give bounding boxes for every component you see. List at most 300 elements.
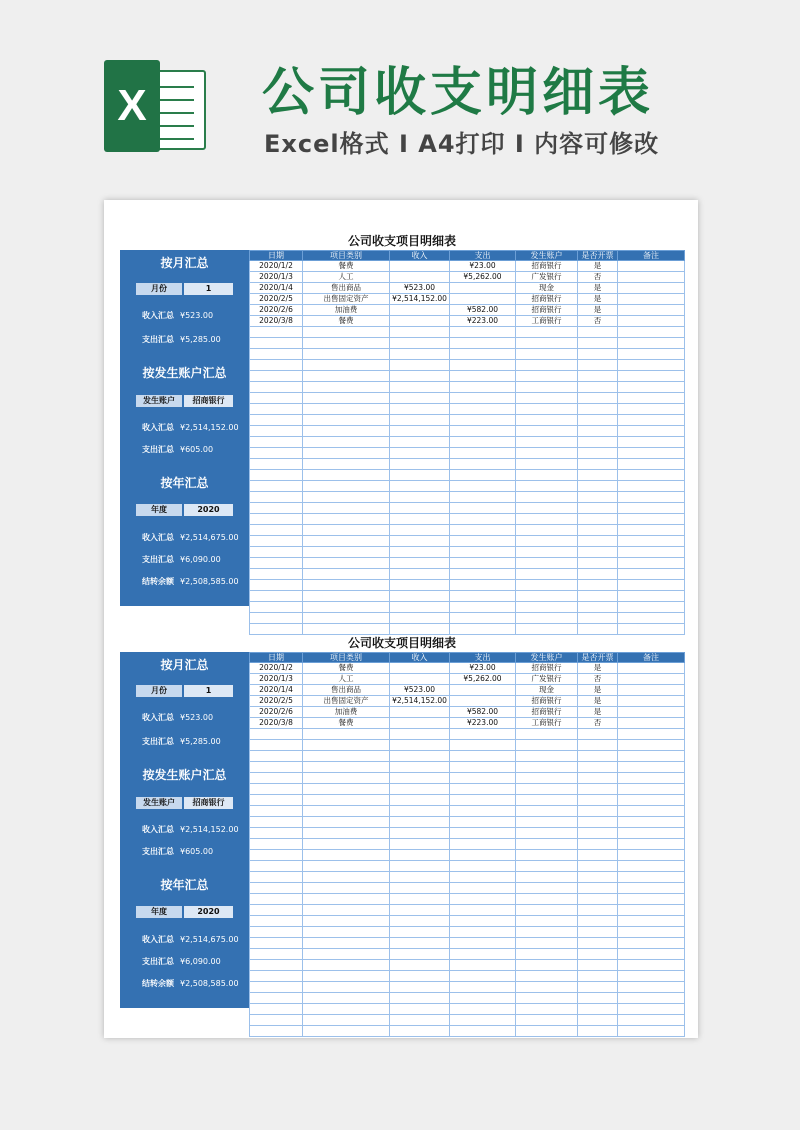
- table-cell[interactable]: [450, 817, 516, 828]
- table-cell[interactable]: [390, 470, 450, 481]
- table-cell[interactable]: [618, 393, 685, 404]
- table-cell[interactable]: [578, 927, 618, 938]
- table-cell[interactable]: [578, 558, 618, 569]
- table-cell[interactable]: [250, 839, 303, 850]
- table-cell[interactable]: [250, 613, 303, 624]
- table-cell[interactable]: [303, 1004, 390, 1015]
- table-cell[interactable]: [578, 404, 618, 415]
- table-cell[interactable]: [618, 828, 685, 839]
- table-cell[interactable]: [250, 938, 303, 949]
- table-cell[interactable]: [578, 371, 618, 382]
- table-cell[interactable]: [618, 591, 685, 602]
- table-cell[interactable]: [450, 1026, 516, 1037]
- table-cell[interactable]: [250, 993, 303, 1004]
- table-cell[interactable]: [250, 514, 303, 525]
- table-cell[interactable]: [250, 905, 303, 916]
- month-filter-value[interactable]: 1: [184, 283, 233, 295]
- table-cell[interactable]: [578, 784, 618, 795]
- table-cell[interactable]: [390, 602, 450, 613]
- table-cell[interactable]: [450, 971, 516, 982]
- table-cell[interactable]: [250, 470, 303, 481]
- table-cell[interactable]: [578, 349, 618, 360]
- table-cell[interactable]: [578, 481, 618, 492]
- table-cell[interactable]: [303, 404, 390, 415]
- table-cell[interactable]: [618, 773, 685, 784]
- table-cell[interactable]: [450, 949, 516, 960]
- table-cell[interactable]: [450, 492, 516, 503]
- table-cell[interactable]: [578, 591, 618, 602]
- table-cell[interactable]: [450, 795, 516, 806]
- table-cell[interactable]: [516, 459, 578, 470]
- table-cell[interactable]: 是: [578, 707, 618, 718]
- table-cell[interactable]: [618, 927, 685, 938]
- table-cell[interactable]: [450, 514, 516, 525]
- table-cell[interactable]: [578, 1026, 618, 1037]
- table-cell[interactable]: [618, 602, 685, 613]
- table-cell[interactable]: [578, 437, 618, 448]
- table-cell[interactable]: [450, 1004, 516, 1015]
- table-cell[interactable]: [618, 1015, 685, 1026]
- table-cell[interactable]: [390, 806, 450, 817]
- table-cell[interactable]: [303, 580, 390, 591]
- table-cell[interactable]: [618, 415, 685, 426]
- table-cell[interactable]: [390, 569, 450, 580]
- table-cell[interactable]: [450, 536, 516, 547]
- table-cell[interactable]: [390, 784, 450, 795]
- table-cell[interactable]: [390, 503, 450, 514]
- table-cell[interactable]: [516, 927, 578, 938]
- table-cell[interactable]: [303, 1026, 390, 1037]
- table-cell[interactable]: [618, 982, 685, 993]
- table-cell[interactable]: [578, 729, 618, 740]
- table-cell[interactable]: [516, 828, 578, 839]
- table-cell[interactable]: [390, 971, 450, 982]
- table-cell[interactable]: [250, 949, 303, 960]
- table-cell[interactable]: [450, 696, 516, 707]
- table-cell[interactable]: [618, 993, 685, 1004]
- table-cell[interactable]: [516, 525, 578, 536]
- table-cell[interactable]: [390, 591, 450, 602]
- table-cell[interactable]: [450, 751, 516, 762]
- table-cell[interactable]: [450, 762, 516, 773]
- table-cell[interactable]: [250, 883, 303, 894]
- table-cell[interactable]: [390, 718, 450, 729]
- table-cell[interactable]: [578, 338, 618, 349]
- table-cell[interactable]: 现金: [516, 283, 578, 294]
- table-cell[interactable]: [578, 525, 618, 536]
- table-cell[interactable]: [618, 624, 685, 635]
- table-cell[interactable]: [618, 426, 685, 437]
- table-cell[interactable]: [450, 283, 516, 294]
- table-cell[interactable]: [303, 883, 390, 894]
- table-cell[interactable]: ¥523.00: [390, 283, 450, 294]
- table-cell[interactable]: [390, 459, 450, 470]
- year-filter[interactable]: [136, 906, 233, 918]
- table-cell[interactable]: [450, 839, 516, 850]
- table-cell[interactable]: [303, 828, 390, 839]
- table-cell[interactable]: 人工: [303, 674, 390, 685]
- table-cell[interactable]: [578, 872, 618, 883]
- table-cell[interactable]: [618, 949, 685, 960]
- table-cell[interactable]: 现金: [516, 685, 578, 696]
- table-cell[interactable]: [450, 927, 516, 938]
- table-cell[interactable]: [450, 415, 516, 426]
- table-cell[interactable]: [578, 993, 618, 1004]
- table-cell[interactable]: [618, 547, 685, 558]
- table-cell[interactable]: 2020/1/4: [250, 685, 303, 696]
- year-filter-value[interactable]: 2020: [184, 906, 233, 918]
- table-cell[interactable]: 2020/3/8: [250, 316, 303, 327]
- table-cell[interactable]: ¥2,514,152.00: [390, 294, 450, 305]
- table-cell[interactable]: [578, 795, 618, 806]
- table-cell[interactable]: [303, 971, 390, 982]
- table-cell[interactable]: [450, 916, 516, 927]
- table-cell[interactable]: [250, 1015, 303, 1026]
- table-cell[interactable]: [618, 371, 685, 382]
- table-cell[interactable]: [390, 558, 450, 569]
- table-cell[interactable]: [390, 993, 450, 1004]
- table-cell[interactable]: [390, 382, 450, 393]
- table-cell[interactable]: [578, 514, 618, 525]
- table-cell[interactable]: [450, 371, 516, 382]
- table-cell[interactable]: [618, 806, 685, 817]
- table-cell[interactable]: 2020/1/3: [250, 272, 303, 283]
- table-cell[interactable]: 广发银行: [516, 674, 578, 685]
- table-cell[interactable]: 餐费: [303, 718, 390, 729]
- table-cell[interactable]: [390, 905, 450, 916]
- table-cell[interactable]: [516, 795, 578, 806]
- table-cell[interactable]: [618, 1004, 685, 1015]
- table-cell[interactable]: [390, 773, 450, 784]
- table-cell[interactable]: [618, 338, 685, 349]
- table-cell[interactable]: 否: [578, 272, 618, 283]
- table-cell[interactable]: [390, 707, 450, 718]
- table-cell[interactable]: [303, 751, 390, 762]
- table-cell[interactable]: [516, 949, 578, 960]
- table-cell[interactable]: [303, 861, 390, 872]
- table-cell[interactable]: [578, 602, 618, 613]
- table-cell[interactable]: [250, 751, 303, 762]
- table-cell[interactable]: 餐费: [303, 261, 390, 272]
- table-cell[interactable]: 工商银行: [516, 718, 578, 729]
- table-cell[interactable]: [390, 349, 450, 360]
- table-cell[interactable]: [450, 338, 516, 349]
- table-cell[interactable]: [450, 938, 516, 949]
- table-cell[interactable]: [516, 773, 578, 784]
- table-cell[interactable]: 招商银行: [516, 305, 578, 316]
- table-cell[interactable]: 餐费: [303, 663, 390, 674]
- table-cell[interactable]: [303, 806, 390, 817]
- table-cell[interactable]: [250, 327, 303, 338]
- table-cell[interactable]: [578, 393, 618, 404]
- table-cell[interactable]: [618, 503, 685, 514]
- table-cell[interactable]: [618, 272, 685, 283]
- table-cell[interactable]: 2020/2/6: [250, 707, 303, 718]
- table-cell[interactable]: [578, 503, 618, 514]
- table-cell[interactable]: [390, 828, 450, 839]
- table-cell[interactable]: [618, 784, 685, 795]
- table-cell[interactable]: [390, 426, 450, 437]
- table-cell[interactable]: [516, 806, 578, 817]
- table-cell[interactable]: [250, 415, 303, 426]
- table-cell[interactable]: [516, 938, 578, 949]
- table-cell[interactable]: [516, 536, 578, 547]
- table-cell[interactable]: [618, 492, 685, 503]
- table-cell[interactable]: [618, 613, 685, 624]
- table-cell[interactable]: [450, 360, 516, 371]
- table-cell[interactable]: [303, 905, 390, 916]
- table-cell[interactable]: [250, 828, 303, 839]
- table-cell[interactable]: [618, 294, 685, 305]
- table-cell[interactable]: [250, 602, 303, 613]
- table-cell[interactable]: [303, 327, 390, 338]
- table-cell[interactable]: [250, 459, 303, 470]
- table-cell[interactable]: [303, 817, 390, 828]
- table-cell[interactable]: [390, 872, 450, 883]
- table-cell[interactable]: [250, 382, 303, 393]
- table-cell[interactable]: [303, 1015, 390, 1026]
- table-cell[interactable]: [390, 492, 450, 503]
- table-cell[interactable]: [618, 795, 685, 806]
- table-cell[interactable]: [303, 514, 390, 525]
- table-cell[interactable]: [303, 558, 390, 569]
- table-cell[interactable]: [618, 872, 685, 883]
- table-cell[interactable]: [450, 448, 516, 459]
- table-cell[interactable]: [450, 470, 516, 481]
- table-cell[interactable]: [516, 470, 578, 481]
- table-cell[interactable]: [516, 569, 578, 580]
- table-cell[interactable]: [450, 437, 516, 448]
- table-cell[interactable]: [516, 850, 578, 861]
- table-cell[interactable]: 2020/1/2: [250, 261, 303, 272]
- table-cell[interactable]: [303, 982, 390, 993]
- table-cell[interactable]: 2020/1/4: [250, 283, 303, 294]
- table-cell[interactable]: 2020/1/2: [250, 663, 303, 674]
- table-cell[interactable]: [578, 982, 618, 993]
- table-cell[interactable]: [516, 982, 578, 993]
- table-cell[interactable]: [303, 470, 390, 481]
- year-filter-value[interactable]: 2020: [184, 504, 233, 516]
- table-cell[interactable]: [303, 993, 390, 1004]
- table-cell[interactable]: [303, 437, 390, 448]
- table-cell[interactable]: [516, 580, 578, 591]
- table-cell[interactable]: [450, 613, 516, 624]
- table-cell[interactable]: [450, 459, 516, 470]
- table-cell[interactable]: [390, 938, 450, 949]
- table-cell[interactable]: [618, 470, 685, 481]
- table-cell[interactable]: [578, 916, 618, 927]
- table-cell[interactable]: [516, 393, 578, 404]
- table-cell[interactable]: [578, 762, 618, 773]
- table-cell[interactable]: [390, 547, 450, 558]
- table-cell[interactable]: [450, 393, 516, 404]
- table-cell[interactable]: 否: [578, 316, 618, 327]
- table-cell[interactable]: [250, 503, 303, 514]
- table-cell[interactable]: [303, 481, 390, 492]
- table-cell[interactable]: [618, 1026, 685, 1037]
- table-cell[interactable]: [578, 883, 618, 894]
- table-cell[interactable]: [303, 784, 390, 795]
- table-cell[interactable]: [516, 613, 578, 624]
- table-cell[interactable]: [516, 514, 578, 525]
- table-cell[interactable]: [303, 448, 390, 459]
- table-cell[interactable]: [250, 872, 303, 883]
- table-cell[interactable]: [450, 602, 516, 613]
- table-cell[interactable]: [578, 861, 618, 872]
- table-cell[interactable]: [390, 861, 450, 872]
- table-cell[interactable]: 餐费: [303, 316, 390, 327]
- table-cell[interactable]: ¥5,262.00: [450, 674, 516, 685]
- table-cell[interactable]: [303, 729, 390, 740]
- table-cell[interactable]: [303, 872, 390, 883]
- table-cell[interactable]: [578, 850, 618, 861]
- table-cell[interactable]: [618, 514, 685, 525]
- table-cell[interactable]: [303, 795, 390, 806]
- table-cell[interactable]: [390, 894, 450, 905]
- table-cell[interactable]: ¥582.00: [450, 707, 516, 718]
- table-cell[interactable]: [516, 503, 578, 514]
- table-cell[interactable]: [618, 536, 685, 547]
- table-cell[interactable]: [516, 437, 578, 448]
- table-cell[interactable]: [450, 525, 516, 536]
- table-cell[interactable]: ¥582.00: [450, 305, 516, 316]
- table-cell[interactable]: [618, 558, 685, 569]
- table-cell[interactable]: [250, 338, 303, 349]
- table-cell[interactable]: [303, 338, 390, 349]
- table-cell[interactable]: [618, 696, 685, 707]
- table-cell[interactable]: [516, 971, 578, 982]
- table-cell[interactable]: [450, 784, 516, 795]
- table-cell[interactable]: [390, 448, 450, 459]
- table-cell[interactable]: [516, 1004, 578, 1015]
- table-cell[interactable]: [450, 1015, 516, 1026]
- table-cell[interactable]: [618, 894, 685, 905]
- table-cell[interactable]: 否: [578, 718, 618, 729]
- month-filter[interactable]: [136, 283, 233, 295]
- table-cell[interactable]: [516, 602, 578, 613]
- table-cell[interactable]: ¥23.00: [450, 663, 516, 674]
- table-cell[interactable]: [303, 525, 390, 536]
- table-cell[interactable]: [303, 839, 390, 850]
- table-cell[interactable]: [390, 536, 450, 547]
- month-filter-value[interactable]: 1: [184, 685, 233, 697]
- table-cell[interactable]: [618, 762, 685, 773]
- table-cell[interactable]: 加油费: [303, 305, 390, 316]
- table-cell[interactable]: [618, 448, 685, 459]
- table-cell[interactable]: [390, 1004, 450, 1015]
- table-cell[interactable]: [578, 751, 618, 762]
- table-cell[interactable]: [390, 751, 450, 762]
- table-cell[interactable]: [450, 558, 516, 569]
- table-cell[interactable]: [516, 905, 578, 916]
- table-cell[interactable]: ¥2,514,152.00: [390, 696, 450, 707]
- table-cell[interactable]: [618, 718, 685, 729]
- table-cell[interactable]: [450, 685, 516, 696]
- table-cell[interactable]: [516, 861, 578, 872]
- table-cell[interactable]: [450, 960, 516, 971]
- table-cell[interactable]: [618, 316, 685, 327]
- table-cell[interactable]: [450, 861, 516, 872]
- table-cell[interactable]: [250, 850, 303, 861]
- table-cell[interactable]: [450, 349, 516, 360]
- table-cell[interactable]: [450, 569, 516, 580]
- table-cell[interactable]: 是: [578, 696, 618, 707]
- table-cell[interactable]: [250, 558, 303, 569]
- table-cell[interactable]: [516, 1015, 578, 1026]
- table-cell[interactable]: [578, 613, 618, 624]
- table-cell[interactable]: [250, 481, 303, 492]
- table-cell[interactable]: 售出商品: [303, 685, 390, 696]
- table-cell[interactable]: [303, 938, 390, 949]
- table-cell[interactable]: [618, 674, 685, 685]
- table-cell[interactable]: [516, 492, 578, 503]
- table-cell[interactable]: [390, 1015, 450, 1026]
- table-cell[interactable]: [250, 971, 303, 982]
- table-cell[interactable]: [390, 949, 450, 960]
- table-cell[interactable]: [516, 448, 578, 459]
- table-cell[interactable]: [303, 894, 390, 905]
- table-cell[interactable]: [578, 938, 618, 949]
- table-cell[interactable]: [250, 393, 303, 404]
- table-cell[interactable]: [250, 729, 303, 740]
- table-cell[interactable]: [250, 525, 303, 536]
- table-cell[interactable]: [578, 1004, 618, 1015]
- table-cell[interactable]: [618, 663, 685, 674]
- table-cell[interactable]: [516, 729, 578, 740]
- table-cell[interactable]: [303, 536, 390, 547]
- table-cell[interactable]: [450, 894, 516, 905]
- table-cell[interactable]: 售出商品: [303, 283, 390, 294]
- table-cell[interactable]: [450, 828, 516, 839]
- table-cell[interactable]: [618, 707, 685, 718]
- table-cell[interactable]: [390, 327, 450, 338]
- table-cell[interactable]: 招商银行: [516, 707, 578, 718]
- table-cell[interactable]: [390, 663, 450, 674]
- table-cell[interactable]: [250, 360, 303, 371]
- table-cell[interactable]: [516, 839, 578, 850]
- table-cell[interactable]: [250, 806, 303, 817]
- table-cell[interactable]: 招商银行: [516, 696, 578, 707]
- table-cell[interactable]: [516, 415, 578, 426]
- table-cell[interactable]: [618, 580, 685, 591]
- table-cell[interactable]: [618, 360, 685, 371]
- table-cell[interactable]: [578, 828, 618, 839]
- table-cell[interactable]: [303, 949, 390, 960]
- table-cell[interactable]: [578, 949, 618, 960]
- table-cell[interactable]: [303, 613, 390, 624]
- table-cell[interactable]: [578, 624, 618, 635]
- table-cell[interactable]: 人工: [303, 272, 390, 283]
- table-cell[interactable]: [250, 448, 303, 459]
- table-cell[interactable]: 2020/2/5: [250, 294, 303, 305]
- table-cell[interactable]: [516, 327, 578, 338]
- table-cell[interactable]: [390, 613, 450, 624]
- table-cell[interactable]: 是: [578, 294, 618, 305]
- account-filter-value[interactable]: 招商银行: [184, 395, 233, 407]
- table-cell[interactable]: [578, 459, 618, 470]
- table-cell[interactable]: [578, 806, 618, 817]
- table-cell[interactable]: [516, 916, 578, 927]
- table-cell[interactable]: 否: [578, 674, 618, 685]
- table-cell[interactable]: [303, 503, 390, 514]
- table-cell[interactable]: [450, 905, 516, 916]
- table-cell[interactable]: [578, 382, 618, 393]
- table-cell[interactable]: [450, 729, 516, 740]
- table-cell[interactable]: [578, 1015, 618, 1026]
- table-cell[interactable]: [303, 415, 390, 426]
- table-cell[interactable]: [390, 305, 450, 316]
- table-cell[interactable]: [450, 993, 516, 1004]
